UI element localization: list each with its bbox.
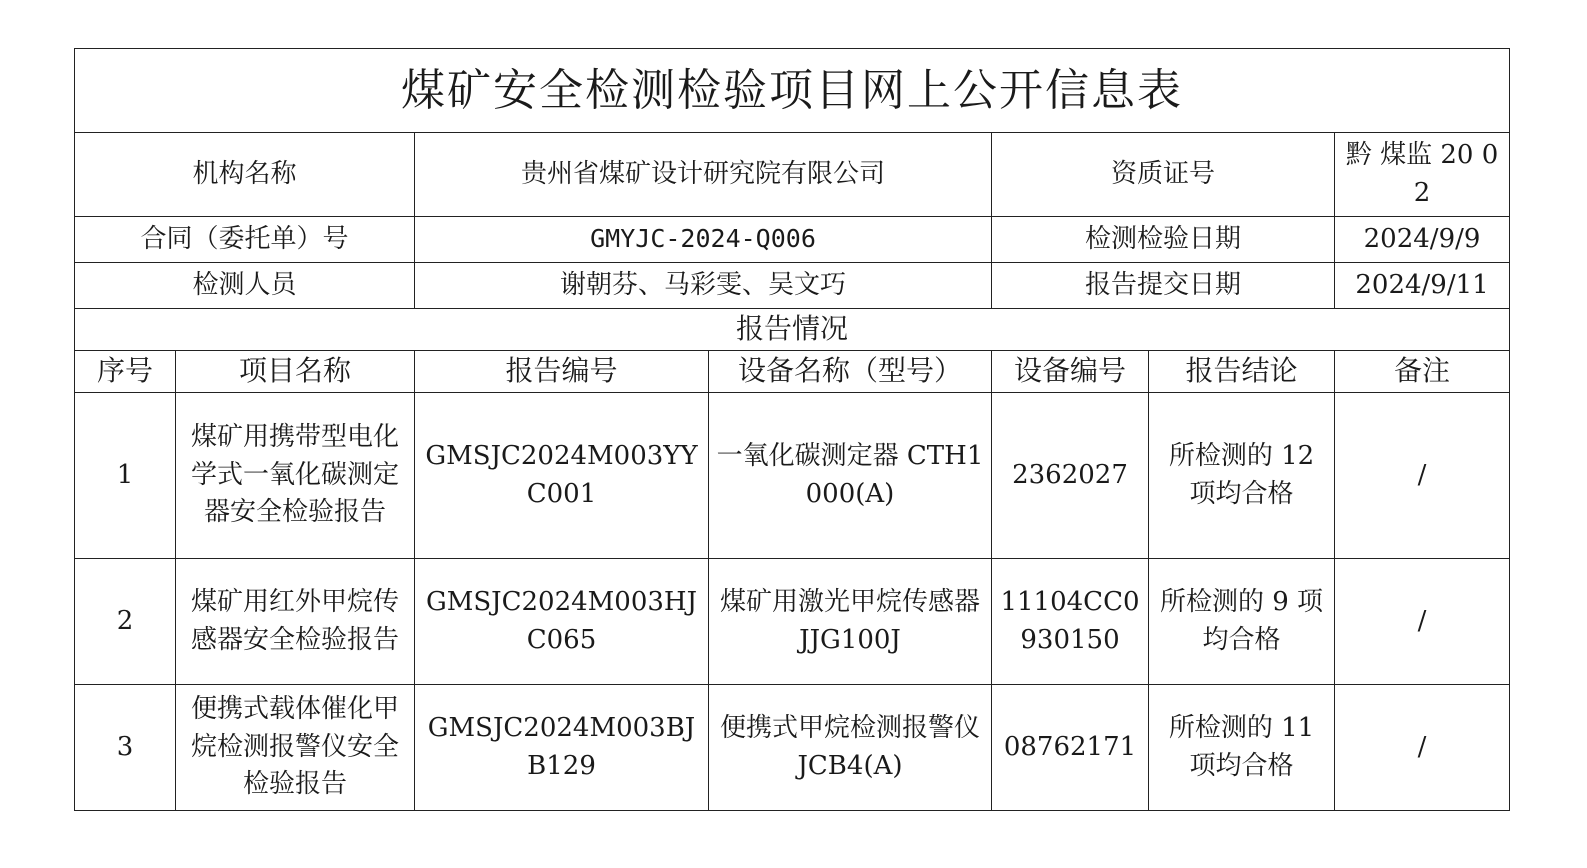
row-remark: / bbox=[1335, 393, 1510, 559]
section-title: 报告情况 bbox=[75, 309, 1510, 351]
row-index: 2 bbox=[75, 559, 176, 685]
row-report-no: GMSJC2024M003HJC065 bbox=[415, 559, 709, 685]
row-index: 3 bbox=[75, 685, 176, 811]
cert-label: 资质证号 bbox=[992, 133, 1335, 217]
org-value: 贵州省煤矿设计研究院有限公司 bbox=[415, 133, 992, 217]
table-row bbox=[75, 685, 1510, 811]
cert-value: 黔 煤监 20 02 bbox=[1335, 133, 1510, 217]
staff-value: 谢朝芬、马彩雯、吴文巧 bbox=[415, 263, 992, 309]
row-conclusion: 所检测的 12 项均合格 bbox=[1149, 393, 1335, 559]
row-project: 便携式载体催化甲烷检测报警仪安全检验报告 bbox=[176, 685, 415, 811]
row-remark: / bbox=[1335, 685, 1510, 811]
row-device-no: 2362027 bbox=[992, 393, 1149, 559]
submit-date-value: 2024/9/11 bbox=[1335, 263, 1510, 309]
contract-label: 合同（委托单）号 bbox=[75, 217, 415, 263]
staff-label: 检测人员 bbox=[75, 263, 415, 309]
table-row bbox=[75, 393, 1510, 559]
col-header-conclusion: 报告结论 bbox=[1149, 351, 1335, 393]
col-header-report-no: 报告编号 bbox=[415, 351, 709, 393]
submit-date-label: 报告提交日期 bbox=[992, 263, 1335, 309]
row-conclusion: 所检测的 9 项均合格 bbox=[1149, 559, 1335, 685]
inspect-date-label: 检测检验日期 bbox=[992, 217, 1335, 263]
col-header-remark: 备注 bbox=[1335, 351, 1510, 393]
row-project: 煤矿用红外甲烷传感器安全检验报告 bbox=[176, 559, 415, 685]
contract-value: GMYJC-2024-Q006 bbox=[415, 217, 992, 263]
row-report-no: GMSJC2024M003BJB129 bbox=[415, 685, 709, 811]
row-conclusion: 所检测的 11 项均合格 bbox=[1149, 685, 1335, 811]
row-device: 便携式甲烷检测报警仪 JCB4(A) bbox=[709, 685, 992, 811]
row-report-no: GMSJC2024M003YYC001 bbox=[415, 393, 709, 559]
inspect-date-value: 2024/9/9 bbox=[1335, 217, 1510, 263]
row-device: 煤矿用激光甲烷传感器 JJG100J bbox=[709, 559, 992, 685]
org-label: 机构名称 bbox=[75, 133, 415, 217]
row-device: 一氧化碳测定器 CTH1000(A) bbox=[709, 393, 992, 559]
col-header-project: 项目名称 bbox=[176, 351, 415, 393]
row-project: 煤矿用携带型电化学式一氧化碳测定器安全检验报告 bbox=[176, 393, 415, 559]
col-header-device: 设备名称（型号） bbox=[709, 351, 992, 393]
col-header-index: 序号 bbox=[75, 351, 176, 393]
info-table bbox=[74, 48, 1510, 811]
row-device-no: 11104CC0930150 bbox=[992, 559, 1149, 685]
row-index: 1 bbox=[75, 393, 176, 559]
row-device-no: 08762171 bbox=[992, 685, 1149, 811]
table-row bbox=[75, 559, 1510, 685]
row-remark: / bbox=[1335, 559, 1510, 685]
page-title: 煤矿安全检测检验项目网上公开信息表 bbox=[75, 49, 1510, 133]
col-header-device-no: 设备编号 bbox=[992, 351, 1149, 393]
